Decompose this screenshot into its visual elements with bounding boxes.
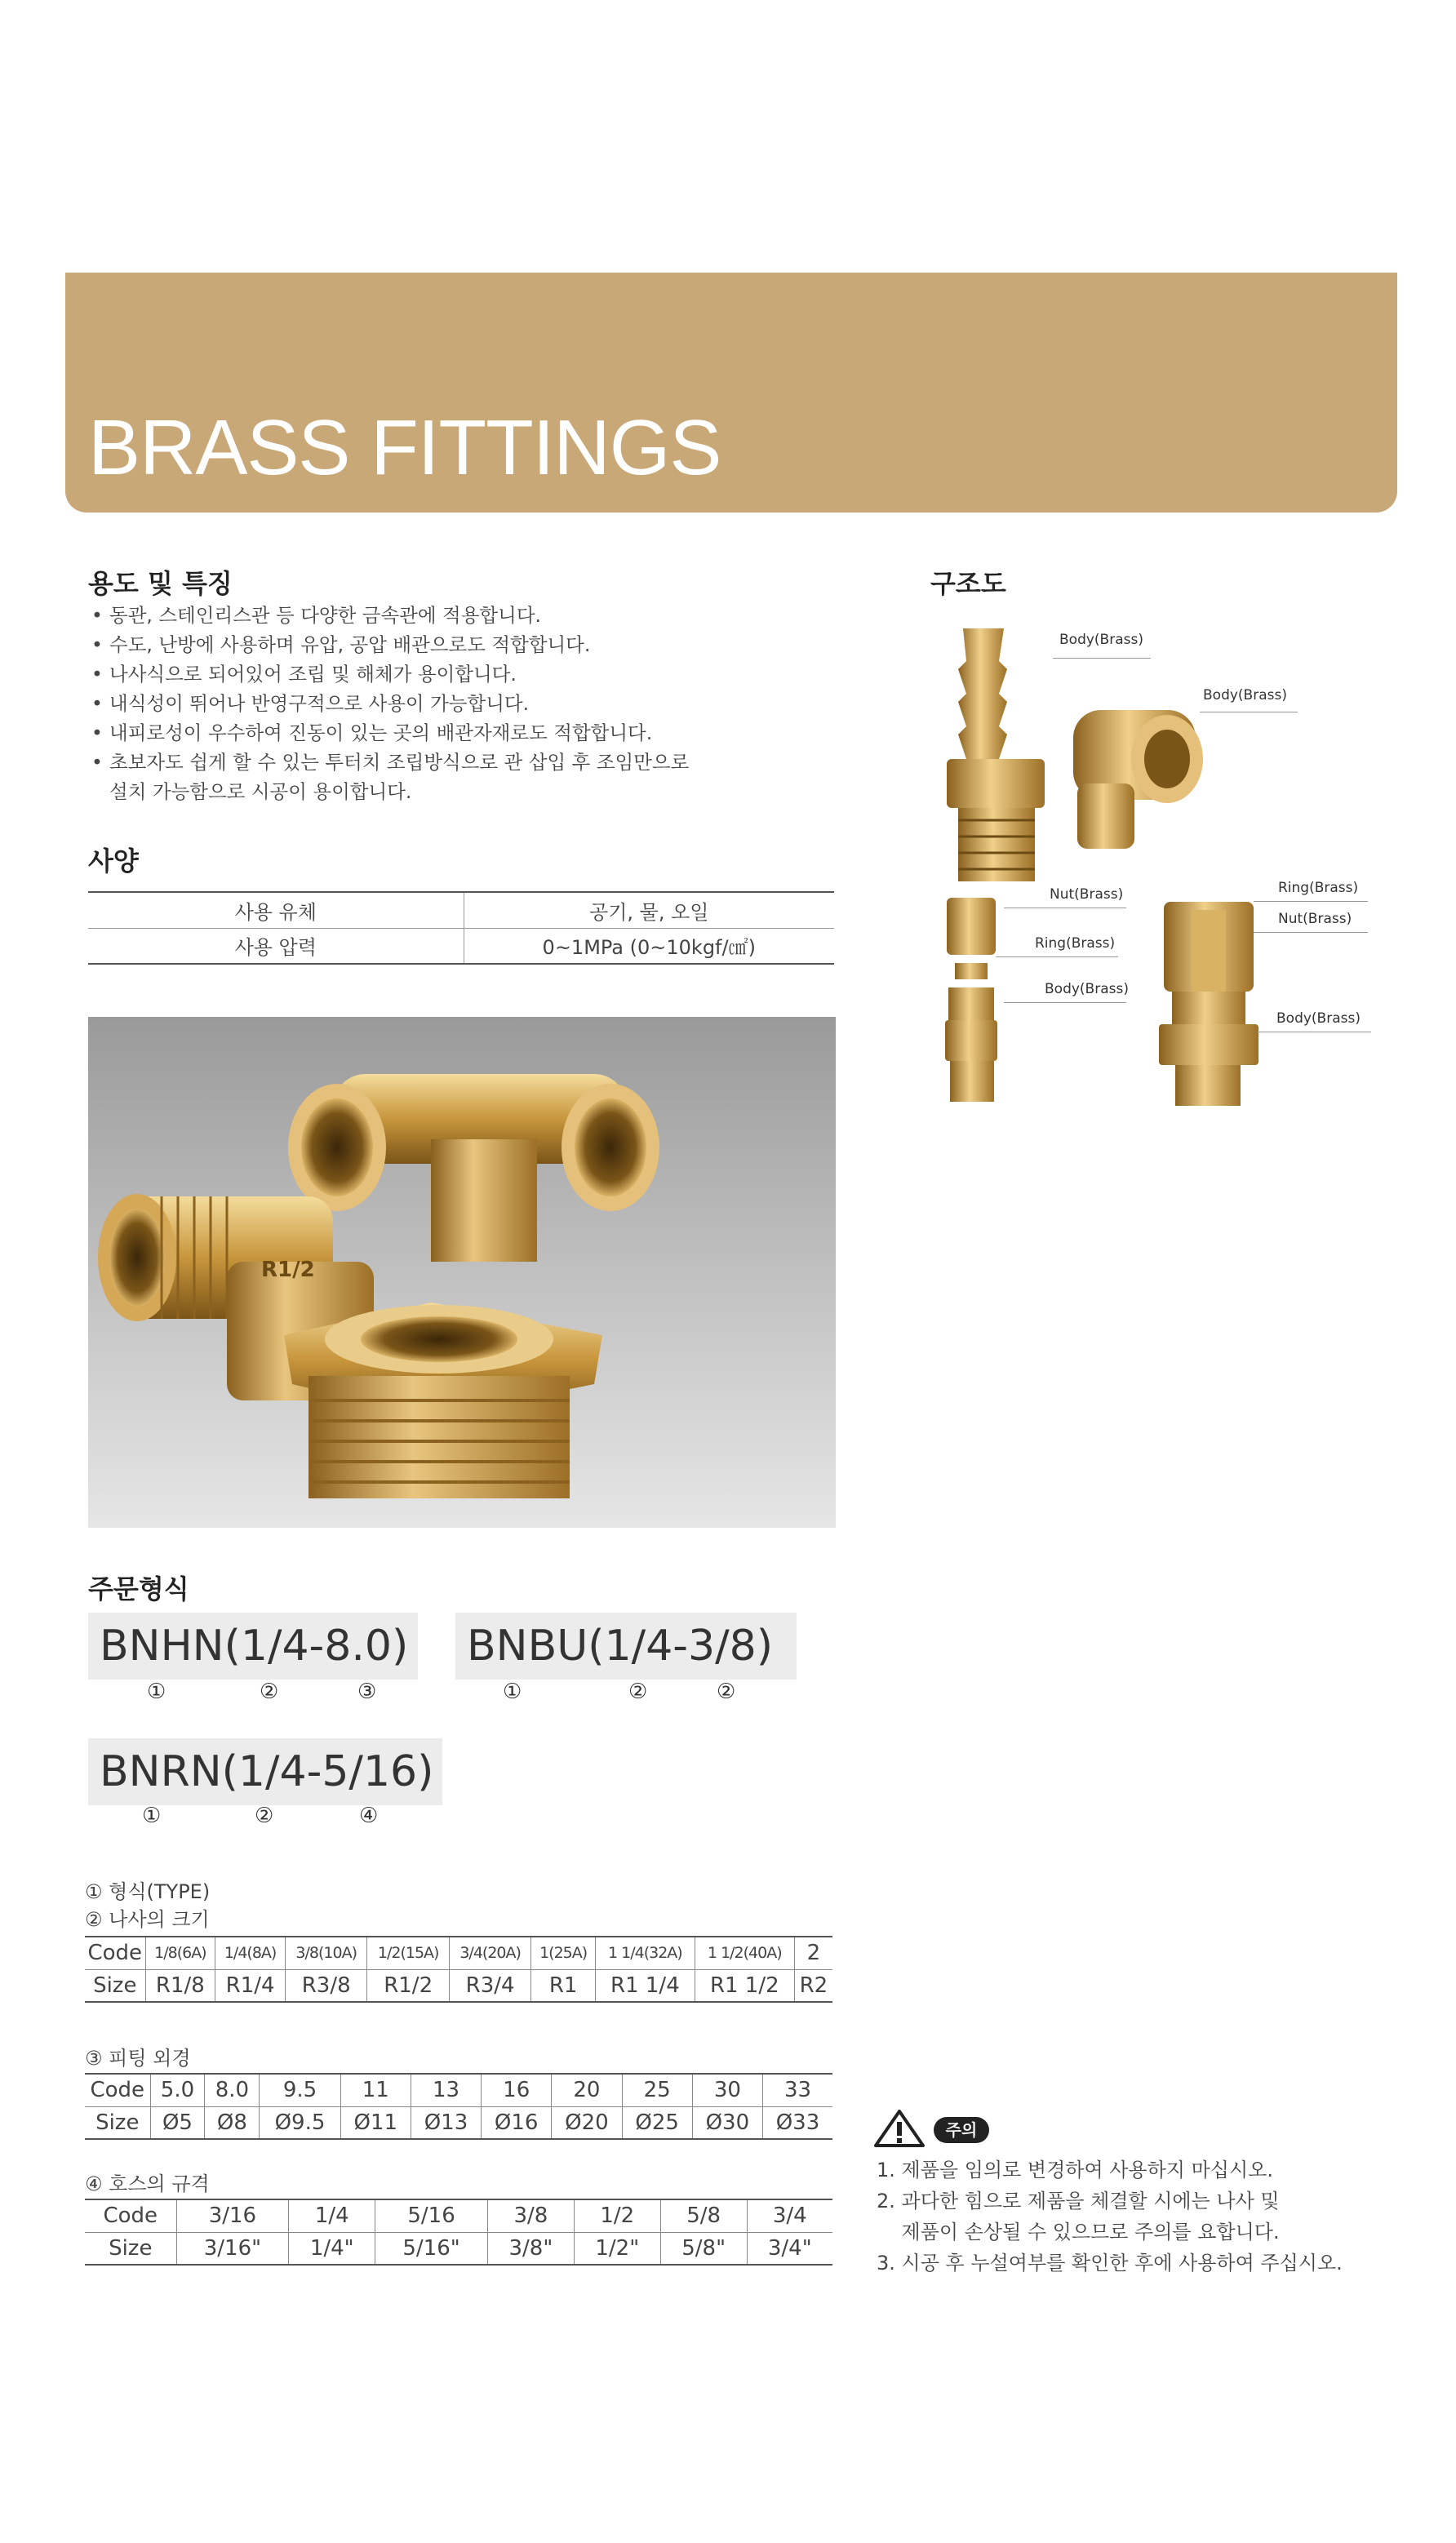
- feature-item: • 동관, 스테인리스관 등 다양한 금속관에 적용합니다.: [88, 601, 823, 630]
- table-cell: 20: [552, 2074, 622, 2106]
- table-cell: Ø8: [205, 2106, 260, 2139]
- spec-value: 공기, 물, 오일: [464, 892, 834, 928]
- compression-section: [1159, 902, 1258, 1106]
- table-row: [85, 1969, 832, 2002]
- feature-item: • 수도, 난방에 사용하며 유압, 공압 배관으로도 적합합니다.: [88, 630, 823, 659]
- table-cell: R2: [799, 1973, 828, 1998]
- table-cell: 3/16": [176, 2232, 289, 2265]
- thread-table: [85, 1936, 832, 2003]
- table-cell: Ø11: [340, 2106, 411, 2139]
- label-ring: Ring(Brass): [1278, 880, 1359, 896]
- leader-line: [1254, 932, 1368, 933]
- table-cell: 30: [692, 2074, 762, 2106]
- table-row: [88, 928, 834, 964]
- features-list: [88, 601, 823, 806]
- order-code: BNBU(1/4-3/8): [455, 1613, 797, 1680]
- note-type: ① 형식(TYPE): [85, 1880, 211, 1903]
- photo-marking: R1/2: [261, 1258, 315, 1282]
- table-cell: 9.5: [260, 2074, 340, 2106]
- spec-heading: 사양: [88, 845, 139, 877]
- table-cell: R1/4: [215, 1969, 286, 2002]
- table-cell: Size: [85, 2106, 150, 2139]
- order-mark: ①: [147, 1680, 166, 1704]
- features-heading: 용도 및 특징: [88, 568, 233, 599]
- leader-line: [996, 956, 1118, 957]
- table-cell: 1 1/4(32A): [595, 1937, 695, 1969]
- structure-heading: 구조도: [930, 568, 1006, 599]
- caution-list: [877, 2155, 1399, 2279]
- feature-item: • 나사식으로 되어있어 조립 및 해체가 용이합니다.: [88, 659, 823, 689]
- table-cell: 16: [482, 2074, 552, 2106]
- feature-item-continued: 설치 가능함으로 시공이 용이합니다.: [109, 780, 412, 803]
- order-mark: ④: [359, 1804, 379, 1828]
- feature-item: • 초보자도 쉽게 할 수 있는 투터치 조립방식으로 관 삽입 후 조임만으로: [88, 748, 823, 777]
- table-cell: 5/8": [660, 2232, 747, 2265]
- feature-item: • 내피로성이 우수하여 진동이 있는 곳의 배관자재로도 적합합니다.: [88, 718, 823, 748]
- table-cell: 1/2": [574, 2232, 660, 2265]
- table-cell: Ø20: [552, 2106, 622, 2139]
- table-cell: 33: [762, 2074, 832, 2106]
- table-row: [85, 2199, 832, 2232]
- caution-item: 1. 제품을 임의로 변경하여 사용하지 마십시오.: [877, 2159, 1273, 2181]
- note-hose: ④ 호스의 규격: [85, 2172, 210, 2195]
- table-cell: 3/8: [487, 2199, 574, 2232]
- table-cell: Ø5: [150, 2106, 205, 2139]
- table-cell: 5/16: [375, 2199, 488, 2232]
- table-cell: Size: [85, 1969, 145, 2002]
- table-cell: Code: [85, 2199, 176, 2232]
- title-banner: [65, 273, 1397, 513]
- table-cell: R1 1/2: [695, 1969, 794, 2002]
- table-cell: Ø30: [692, 2106, 762, 2139]
- order-mark: ③: [357, 1680, 377, 1704]
- feature-item: • 내식성이 뛰어나 반영구적으로 사용이 가능합니다.: [88, 689, 823, 718]
- leader-line: [1053, 658, 1151, 659]
- table-row: [85, 2232, 832, 2265]
- label-nut: Nut(Brass): [1278, 911, 1352, 927]
- caution-item: 2. 과다한 힘으로 제품을 체결할 시에는 나사 및: [877, 2190, 1280, 2212]
- table-cell: 1/4: [289, 2199, 375, 2232]
- table-cell: 5.0: [150, 2074, 205, 2106]
- table-cell: Ø16: [482, 2106, 552, 2139]
- table-cell: Ø13: [411, 2106, 481, 2139]
- table-cell: 3/8(10A): [285, 1937, 366, 1969]
- label-body: Body(Brass): [1045, 981, 1129, 997]
- table-cell: R1: [531, 1969, 596, 2002]
- table-cell: 1/8(6A): [145, 1937, 215, 1969]
- table-cell: 1/4": [289, 2232, 375, 2265]
- table-cell: Size: [85, 2232, 176, 2265]
- spec-label: 사용 압력: [88, 928, 464, 964]
- order-mark: ②: [260, 1680, 279, 1704]
- table-cell: 8.0: [205, 2074, 260, 2106]
- order-mark: ①: [503, 1680, 522, 1704]
- table-cell: 3/4(20A): [449, 1937, 530, 1969]
- table-cell: 2: [794, 1937, 832, 1969]
- table-cell: 3/4": [767, 2235, 812, 2261]
- table-cell: 3/4: [747, 2199, 832, 2232]
- table-cell: 5/8: [660, 2199, 747, 2232]
- table-cell: 1/2(15A): [367, 1937, 449, 1969]
- order-code: BNRN(1/4-5/16): [88, 1738, 442, 1805]
- table-cell: 13: [411, 2074, 481, 2106]
- order-mark: ①: [142, 1804, 162, 1828]
- table-row: [88, 892, 834, 928]
- table-cell: 1(25A): [531, 1937, 596, 1969]
- warning-triangle-icon: [873, 2109, 926, 2148]
- label-ring: Ring(Brass): [1035, 935, 1116, 952]
- spec-value: 0~1MPa (0~10kgf/㎠): [464, 928, 834, 964]
- label-nut: Nut(Brass): [1050, 886, 1124, 903]
- table-cell: Ø9.5: [260, 2106, 340, 2139]
- label-body: Body(Brass): [1203, 687, 1287, 703]
- table-cell: R3/4: [449, 1969, 530, 2002]
- table-cell: 1/4(8A): [215, 1937, 286, 1969]
- table-row: [85, 2074, 832, 2106]
- table-cell: 3/8": [487, 2232, 574, 2265]
- table-cell: 3/16: [176, 2199, 289, 2232]
- table-cell: R1/8: [145, 1969, 215, 2002]
- note-od: ③ 피팅 외경: [85, 2047, 191, 2070]
- order-mark: ②: [255, 1804, 274, 1828]
- caution-badge: 주의: [934, 2117, 989, 2143]
- table-row: [85, 1937, 832, 1969]
- table-cell: R1/2: [367, 1969, 449, 2002]
- tee-fitting: [1073, 710, 1203, 849]
- note-thread: ② 나사의 크기: [85, 1908, 210, 1931]
- order-mark: ②: [628, 1680, 648, 1704]
- leader-line: [1254, 901, 1368, 902]
- page-title: BRASS FITTINGS: [88, 404, 721, 491]
- label-body: Body(Brass): [1059, 632, 1143, 648]
- product-photo: [88, 1017, 836, 1528]
- label-body: Body(Brass): [1276, 1010, 1361, 1027]
- brass-fittings-illustration: [88, 1017, 836, 1528]
- order-mark: ②: [717, 1680, 736, 1704]
- caution-item: 3. 시공 후 누설여부를 확인한 후에 사용하여 주십시오.: [877, 2252, 1343, 2274]
- barb-fitting: [947, 628, 1045, 881]
- table-cell: Code: [85, 1937, 145, 1969]
- table-cell: 11: [340, 2074, 411, 2106]
- table-cell: 1/2: [574, 2199, 660, 2232]
- caution-item: 제품이 손상될 수 있으므로 주의를 요합니다.: [877, 2221, 1280, 2243]
- table-row: [85, 2106, 832, 2139]
- spec-label: 사용 유체: [88, 892, 464, 928]
- structure-diagram: [930, 620, 1387, 1110]
- table-cell: R1 1/4: [595, 1969, 695, 2002]
- table-cell: Ø33: [775, 2110, 820, 2135]
- table-cell: 25: [622, 2074, 692, 2106]
- table-cell: 1 1/2(40A): [695, 1937, 794, 1969]
- order-code: BNHN(1/4-8.0): [88, 1613, 418, 1680]
- order-heading: 주문형식: [88, 1573, 189, 1604]
- table-cell: 5/16": [375, 2232, 488, 2265]
- compression-fitting: [945, 898, 997, 1102]
- spec-table: [88, 891, 834, 965]
- hose-table: [85, 2199, 832, 2266]
- od-table: [85, 2073, 832, 2140]
- table-cell: R3/8: [285, 1969, 366, 2002]
- leader-line: [1004, 1002, 1126, 1003]
- table-cell: Code: [85, 2074, 150, 2106]
- table-cell: Ø25: [622, 2106, 692, 2139]
